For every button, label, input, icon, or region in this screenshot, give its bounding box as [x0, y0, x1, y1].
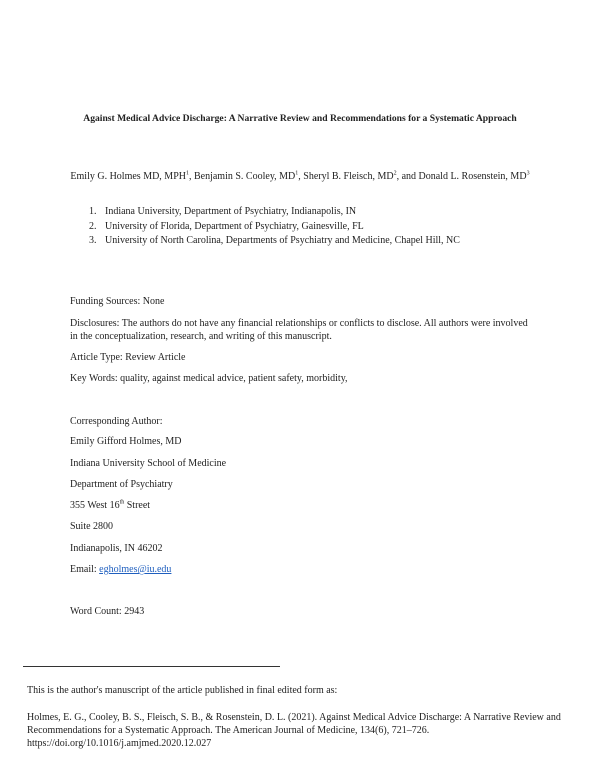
email-label: Email:	[70, 564, 100, 575]
footer-divider	[23, 666, 280, 667]
corresponding-suite: Suite 2800	[70, 521, 114, 532]
author-cooley: , Benjamin S. Cooley, MD	[188, 171, 296, 182]
disclosures: Disclosures: The authors do not have any financial relationships or conflicts to disclose. All authors were involved in the conceptualization, research, and writing of this manuscript.	[70, 318, 528, 342]
word-count: Word Count: 2943	[70, 606, 145, 617]
street-number: 355 West 16	[70, 500, 120, 511]
keywords: Key Words: quality, against medical advice, patient safety, morbidity,	[70, 373, 348, 384]
corresponding-city: Indianapolis, IN 46202	[70, 543, 163, 554]
article-type: Article Type: Review Article	[70, 352, 186, 363]
author-fleisch: , Sheryl B. Fleisch, MD	[298, 171, 394, 182]
author-list	[70, 170, 530, 184]
street-ordinal: th	[119, 499, 125, 506]
affiliation-number: 3.	[89, 235, 97, 246]
funding-sources: Funding Sources: None	[70, 296, 165, 307]
affiliation-text: University of Florida, Department of Psychiatry, Gainesville, FL	[105, 220, 364, 232]
corresponding-institution: Indiana University School of Medicine	[70, 458, 227, 469]
author-fleisch-affil: 2	[393, 170, 397, 177]
affiliation-text: University of North Carolina, Departments of Psychiatry and Medicine, Chapel Hill, NC	[105, 235, 460, 246]
email-link[interactable]: egholmes@iu.edu	[99, 564, 172, 575]
affiliation-text: Indiana University, Department of Psychiatry, Indianapolis, IN	[105, 206, 357, 217]
street-name: Street	[124, 500, 151, 511]
affiliation-item	[89, 205, 460, 220]
corresponding-email	[70, 563, 530, 576]
paper-title: Against Medical Advice Discharge: A Narrative Review and Recommendations for a Systematic Approach	[83, 113, 517, 124]
footer-citation: Holmes, E. G., Cooley, B. S., Fleisch, S. B., & Rosenstein, D. L. (2021). Against Medical Advice Discharge: A Narrative Review and Recommendations for a Systematic Approach. The American Journal of Medicine, 134(6), 721–726. https://doi.org/10.1016/j.amjmed.2020.12.027	[27, 712, 561, 749]
corresponding-name: Emily Gifford Holmes, MD	[70, 436, 182, 447]
affiliation-list	[89, 205, 460, 249]
footer-note: This is the author's manuscript of the article published in final edited form as:	[27, 685, 338, 696]
author-rosenstein-affil: 3	[526, 170, 530, 177]
corresponding-heading: Corresponding Author:	[70, 416, 163, 427]
affiliation-item	[89, 220, 460, 235]
author-cooley-affil: 1	[295, 170, 299, 177]
affiliation-number: 2.	[89, 220, 97, 232]
corresponding-department: Department of Psychiatry	[70, 479, 173, 490]
corresponding-street	[70, 499, 530, 512]
affiliation-item	[89, 234, 460, 249]
author-holmes-affil: 1	[185, 170, 189, 177]
affiliation-number: 1.	[89, 206, 97, 217]
author-rosenstein: , and Donald L. Rosenstein, MD	[396, 171, 527, 182]
author-holmes: Emily G. Holmes MD, MPH	[70, 171, 186, 182]
